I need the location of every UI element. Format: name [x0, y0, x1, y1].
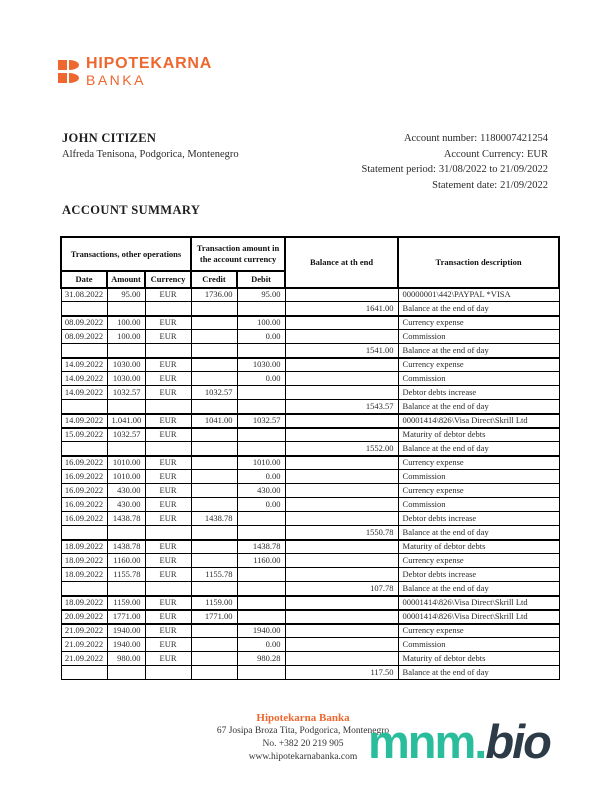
cell-description: Balance at the end of day — [398, 666, 559, 680]
cell-date: 15.09.2022 — [61, 428, 107, 442]
cell-currency: EUR — [145, 316, 191, 330]
footer-website: www.hipotekarnabanka.com — [248, 752, 358, 762]
cell-description: Currency expense — [398, 456, 559, 470]
header-transactions-group: Transactions, other operations — [61, 237, 191, 271]
bank-logo — [58, 56, 212, 87]
cell-currency: EUR — [145, 624, 191, 638]
cell-date: 18.09.2022 — [61, 568, 107, 582]
cell-debit: 0.00 — [237, 638, 285, 652]
cell-credit — [191, 484, 237, 498]
cell-currency — [145, 344, 191, 358]
cell-date: 21.09.2022 — [61, 638, 107, 652]
cell-credit — [191, 554, 237, 568]
cell-amount: 1160.00 — [107, 554, 145, 568]
cell-currency — [145, 442, 191, 456]
cell-description: 00000001\442\PAYPAL *VISA — [398, 288, 559, 302]
cell-date: 16.09.2022 — [61, 498, 107, 512]
cell-amount: 1438.78 — [107, 540, 145, 554]
cell-description: Maturity of debtor debts — [398, 540, 559, 554]
cell-credit — [191, 456, 237, 470]
cell-description: 00001414\826\Visa Direct\Skrill Ltd — [398, 610, 559, 624]
cell-balance — [285, 358, 398, 372]
transaction-row — [61, 330, 559, 344]
table-header — [61, 237, 559, 288]
statement-period-value: 31/08/2022 to 21/09/2022 — [438, 164, 548, 175]
transaction-row — [61, 498, 559, 512]
cell-debit — [237, 568, 285, 582]
cell-description: Currency expense — [398, 554, 559, 568]
cell-balance — [285, 568, 398, 582]
header-credit: Credit — [191, 271, 237, 288]
transaction-row — [61, 414, 559, 428]
cell-amount — [107, 344, 145, 358]
cell-debit: 0.00 — [237, 330, 285, 344]
transaction-row — [61, 652, 559, 666]
cell-credit — [191, 666, 237, 680]
cell-date: 20.09.2022 — [61, 610, 107, 624]
footer-phone: No. +382 20 219 905 — [262, 739, 344, 749]
cell-date: 16.09.2022 — [61, 470, 107, 484]
cell-balance — [285, 316, 398, 330]
cell-description: Maturity of debtor debts — [398, 428, 559, 442]
cell-currency: EUR — [145, 456, 191, 470]
watermark-bio: bio — [485, 715, 550, 768]
cell-amount: 100.00 — [107, 316, 145, 330]
cell-date: 18.09.2022 — [61, 596, 107, 610]
cell-balance — [285, 330, 398, 344]
cell-description: Currency expense — [398, 316, 559, 330]
cell-balance: 1543.57 — [285, 400, 398, 414]
statement-date-line — [362, 178, 548, 194]
cell-balance — [285, 498, 398, 512]
cell-date: 16.09.2022 — [61, 512, 107, 526]
cell-credit — [191, 358, 237, 372]
cell-description: Balance at the end of day — [398, 302, 559, 316]
cell-credit — [191, 470, 237, 484]
cell-amount: 100.00 — [107, 330, 145, 344]
cell-balance — [285, 540, 398, 554]
cell-date: 18.09.2022 — [61, 554, 107, 568]
cell-debit — [237, 302, 285, 316]
cell-description: Balance at the end of day — [398, 582, 559, 596]
cell-credit: 1438.78 — [191, 512, 237, 526]
cell-amount — [107, 442, 145, 456]
cell-description: Commission — [398, 638, 559, 652]
mnm-bio-watermark — [368, 714, 550, 769]
cell-currency: EUR — [145, 540, 191, 554]
cell-currency: EUR — [145, 638, 191, 652]
cell-date: 14.09.2022 — [61, 372, 107, 386]
cell-currency: EUR — [145, 330, 191, 344]
cell-credit — [191, 442, 237, 456]
account-currency-label: Account Currency: — [443, 148, 524, 160]
transaction-row — [61, 386, 559, 400]
transaction-row — [61, 554, 559, 568]
balance-row — [61, 582, 559, 596]
cell-balance — [285, 596, 398, 610]
balance-row — [61, 400, 559, 414]
cell-amount — [107, 302, 145, 316]
cell-debit: 1940.00 — [237, 624, 285, 638]
cell-debit — [237, 386, 285, 400]
cell-amount: 1030.00 — [107, 358, 145, 372]
cell-description: Debtor debts increase — [398, 568, 559, 582]
cell-description: Commission — [398, 372, 559, 386]
section-title: ACCOUNT SUMMARY — [62, 203, 201, 217]
cell-balance: 1552.00 — [285, 442, 398, 456]
cell-credit — [191, 498, 237, 512]
cell-currency: EUR — [145, 288, 191, 302]
transaction-row — [61, 568, 559, 582]
header-date: Date — [61, 271, 107, 288]
cell-balance — [285, 624, 398, 638]
cell-currency: EUR — [145, 414, 191, 428]
cell-description: Balance at the end of day — [398, 526, 559, 540]
cell-debit: 1438.78 — [237, 540, 285, 554]
cell-balance — [285, 512, 398, 526]
cell-date — [61, 344, 107, 358]
header-amount: Amount — [107, 271, 145, 288]
cell-amount: 1940.00 — [107, 638, 145, 652]
cell-amount: 1032.57 — [107, 428, 145, 442]
account-number-line — [362, 131, 548, 147]
cell-credit: 1159.00 — [191, 596, 237, 610]
cell-balance — [285, 484, 398, 498]
cell-description: Commission — [398, 330, 559, 344]
balance-row — [61, 302, 559, 316]
cell-debit: 95.00 — [237, 288, 285, 302]
balance-row — [61, 442, 559, 456]
cell-currency: EUR — [145, 484, 191, 498]
statement-header — [62, 131, 548, 193]
statement-period-label: Statement period: — [361, 164, 436, 175]
statement-date-label: Statement date: — [432, 179, 498, 191]
cell-date — [61, 666, 107, 680]
cell-amount: 1010.00 — [107, 456, 145, 470]
cell-credit — [191, 652, 237, 666]
cell-balance — [285, 372, 398, 386]
cell-date: 14.09.2022 — [61, 358, 107, 372]
bank-logo-icon — [58, 60, 79, 83]
cell-amount: 1010.00 — [107, 470, 145, 484]
transactions-body — [61, 288, 559, 680]
cell-date: 21.09.2022 — [61, 624, 107, 638]
cell-credit — [191, 428, 237, 442]
cell-amount — [107, 400, 145, 414]
cell-currency — [145, 666, 191, 680]
cell-balance — [285, 288, 398, 302]
cell-currency: EUR — [145, 386, 191, 400]
cell-balance — [285, 456, 398, 470]
cell-amount: 95.00 — [107, 288, 145, 302]
cell-amount: 980.00 — [107, 652, 145, 666]
transaction-row — [61, 456, 559, 470]
cell-description: Currency expense — [398, 624, 559, 638]
balance-row — [61, 344, 559, 358]
cell-description: Balance at the end of day — [398, 442, 559, 456]
transaction-row — [61, 624, 559, 638]
header-amount-group: Transaction amount in the account currency — [191, 237, 285, 271]
cell-balance — [285, 428, 398, 442]
cell-debit — [237, 344, 285, 358]
cell-debit: 1030.00 — [237, 358, 285, 372]
statement-period-line — [362, 162, 548, 178]
cell-balance: 1541.00 — [285, 344, 398, 358]
cell-date — [61, 526, 107, 540]
cell-date: 31.08.2022 — [61, 288, 107, 302]
transaction-row — [61, 596, 559, 610]
cell-credit — [191, 624, 237, 638]
cell-date — [61, 442, 107, 456]
cell-balance — [285, 554, 398, 568]
account-number-label: Account number: — [403, 133, 478, 144]
cell-balance: 1550.78 — [285, 526, 398, 540]
cell-currency — [145, 526, 191, 540]
cell-date — [61, 400, 107, 414]
cell-currency — [145, 302, 191, 316]
cell-currency: EUR — [145, 512, 191, 526]
cell-balance — [285, 652, 398, 666]
cell-credit: 1155.78 — [191, 568, 237, 582]
cell-balance: 1641.00 — [285, 302, 398, 316]
cell-amount — [107, 666, 145, 680]
cell-date: 16.09.2022 — [61, 484, 107, 498]
cell-debit — [237, 442, 285, 456]
cell-date: 14.09.2022 — [61, 414, 107, 428]
cell-date: 14.09.2022 — [61, 386, 107, 400]
bank-logo-name: HIPOTEKARNA — [86, 55, 213, 72]
cell-currency: EUR — [145, 596, 191, 610]
cell-credit — [191, 526, 237, 540]
cell-credit — [191, 540, 237, 554]
transaction-row — [61, 638, 559, 652]
transaction-row — [61, 316, 559, 330]
cell-credit — [191, 638, 237, 652]
cell-credit — [191, 400, 237, 414]
transaction-row — [61, 358, 559, 372]
cell-currency: EUR — [145, 568, 191, 582]
cell-amount: 1.041.00 — [107, 414, 145, 428]
footer-bank-name: Hipotekarna Banka — [256, 712, 350, 724]
transaction-row — [61, 288, 559, 302]
cell-debit — [237, 512, 285, 526]
cell-credit: 1771.00 — [191, 610, 237, 624]
cell-credit: 1032.57 — [191, 386, 237, 400]
cell-date: 16.09.2022 — [61, 456, 107, 470]
cell-description: Balance at the end of day — [398, 344, 559, 358]
cell-balance: 107.78 — [285, 582, 398, 596]
cell-amount: 1438.78 — [107, 512, 145, 526]
balance-row — [61, 666, 559, 680]
cell-currency: EUR — [145, 470, 191, 484]
account-summary-table — [60, 236, 560, 680]
cell-debit: 0.00 — [237, 498, 285, 512]
cell-description: Debtor debts increase — [398, 512, 559, 526]
cell-currency — [145, 400, 191, 414]
transaction-row — [61, 512, 559, 526]
cell-currency: EUR — [145, 428, 191, 442]
cell-debit — [237, 526, 285, 540]
cell-description: 00001414\826\Visa Direct\Skrill Ltd — [398, 414, 559, 428]
cell-description: Balance at the end of day — [398, 400, 559, 414]
cell-currency: EUR — [145, 372, 191, 386]
cell-debit — [237, 596, 285, 610]
cell-date: 18.09.2022 — [61, 540, 107, 554]
cell-currency: EUR — [145, 652, 191, 666]
cell-balance — [285, 414, 398, 428]
cell-credit — [191, 316, 237, 330]
cell-description: Commission — [398, 470, 559, 484]
customer-address: Alfreda Tenisona, Podgorica, Montenegro — [62, 149, 239, 160]
customer-name: JOHN CITIZEN — [62, 131, 157, 145]
cell-balance — [285, 610, 398, 624]
bank-logo-subname: BANKA — [86, 71, 146, 88]
cell-description: Currency expense — [398, 358, 559, 372]
cell-credit — [191, 372, 237, 386]
cell-debit: 100.00 — [237, 316, 285, 330]
cell-currency: EUR — [145, 554, 191, 568]
cell-balance — [285, 386, 398, 400]
cell-description: 00001414\826\Visa Direct\Skrill Ltd — [398, 596, 559, 610]
cell-credit: 1736.00 — [191, 288, 237, 302]
cell-amount — [107, 526, 145, 540]
cell-debit: 1160.00 — [237, 554, 285, 568]
customer-block — [62, 131, 239, 193]
cell-amount — [107, 582, 145, 596]
cell-credit — [191, 330, 237, 344]
cell-currency: EUR — [145, 358, 191, 372]
header-debit: Debit — [237, 271, 285, 288]
transaction-row — [61, 372, 559, 386]
cell-description: Debtor debts increase — [398, 386, 559, 400]
cell-currency: EUR — [145, 610, 191, 624]
cell-currency — [145, 582, 191, 596]
cell-date: 08.09.2022 — [61, 316, 107, 330]
cell-description: Maturity of debtor debts — [398, 652, 559, 666]
cell-debit: 0.00 — [237, 470, 285, 484]
cell-balance: 117.50 — [285, 666, 398, 680]
account-number-value: 1180007421254 — [480, 133, 548, 144]
cell-amount: 430.00 — [107, 484, 145, 498]
statement-date-value: 21/09/2022 — [500, 179, 548, 191]
cell-debit: 1032.57 — [237, 414, 285, 428]
cell-balance — [285, 638, 398, 652]
cell-date: 08.09.2022 — [61, 330, 107, 344]
account-currency-value: EUR — [527, 148, 548, 160]
cell-balance — [285, 470, 398, 484]
cell-date: 21.09.2022 — [61, 652, 107, 666]
cell-currency: EUR — [145, 498, 191, 512]
cell-credit — [191, 302, 237, 316]
cell-debit — [237, 666, 285, 680]
cell-debit — [237, 610, 285, 624]
transaction-row — [61, 610, 559, 624]
transaction-row — [61, 428, 559, 442]
balance-row — [61, 526, 559, 540]
account-currency-line — [362, 147, 548, 163]
cell-debit: 1010.00 — [237, 456, 285, 470]
cell-description: Commission — [398, 498, 559, 512]
transaction-row — [61, 540, 559, 554]
cell-credit — [191, 582, 237, 596]
cell-debit: 980.28 — [237, 652, 285, 666]
cell-credit: 1041.00 — [191, 414, 237, 428]
transaction-row — [61, 470, 559, 484]
cell-amount: 1159.00 — [107, 596, 145, 610]
cell-date — [61, 302, 107, 316]
footer-address: 67 Josipa Broza Tita, Podgorica, Montenegro — [216, 726, 390, 736]
watermark-mnm: mnm. — [368, 715, 486, 768]
cell-amount: 1771.00 — [107, 610, 145, 624]
cell-debit: 430.00 — [237, 484, 285, 498]
cell-amount: 1940.00 — [107, 624, 145, 638]
cell-amount: 1030.00 — [107, 372, 145, 386]
cell-debit — [237, 428, 285, 442]
bank-logo-text — [86, 56, 212, 87]
account-info-block — [362, 131, 548, 193]
cell-debit: 0.00 — [237, 372, 285, 386]
cell-date — [61, 582, 107, 596]
cell-description: Currency expense — [398, 484, 559, 498]
header-balance: Balance at th end — [285, 237, 398, 288]
cell-amount: 1155.78 — [107, 568, 145, 582]
header-currency: Currency — [145, 271, 191, 288]
header-description: Transaction description — [398, 237, 559, 288]
cell-amount: 430.00 — [107, 498, 145, 512]
cell-amount: 1032.57 — [107, 386, 145, 400]
transaction-row — [61, 484, 559, 498]
cell-debit — [237, 400, 285, 414]
cell-debit — [237, 582, 285, 596]
cell-credit — [191, 344, 237, 358]
